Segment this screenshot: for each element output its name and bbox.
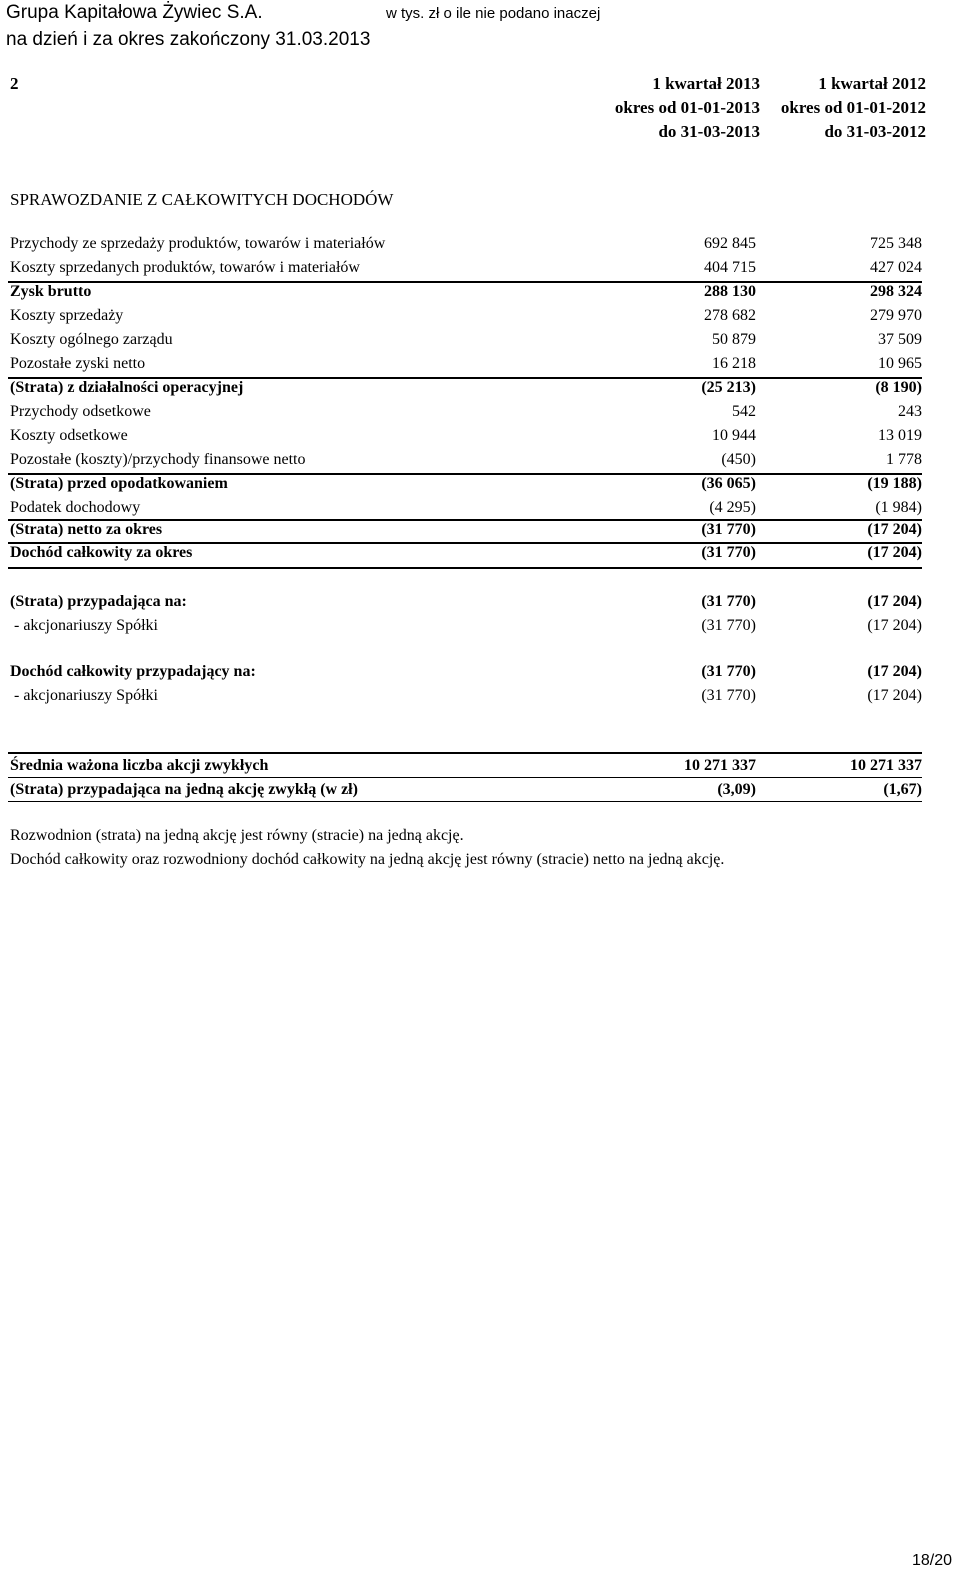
row-label: Koszty odsetkowe	[10, 427, 128, 444]
row-admin-costs	[0, 329, 960, 353]
row-income-attributable	[0, 661, 960, 685]
row-label: - akcjonariuszy Spółki	[10, 617, 158, 634]
value-2013: 542	[732, 403, 756, 420]
column-header-line: okres od 01-01-2013	[614, 98, 760, 117]
row-weighted-shares	[0, 755, 960, 779]
value-2013: 50 879	[712, 331, 756, 348]
row-loss-shareholders	[0, 615, 960, 639]
value-2012: 10 965	[878, 355, 922, 372]
row-interest-income	[0, 401, 960, 425]
row-label: Koszty sprzedanych produktów, towarów i materiałów	[10, 259, 360, 276]
value-2013: (3,09)	[717, 781, 756, 798]
column-header-line: do 31-03-2013	[658, 122, 760, 141]
row-cost-of-sales	[0, 257, 960, 281]
row-operating-loss	[0, 377, 960, 401]
value-2012: 725 348	[870, 235, 922, 252]
row-interest-costs	[0, 425, 960, 449]
value-2012: 13 019	[878, 427, 922, 444]
value-2013: 10 944	[712, 427, 756, 444]
statement-title: SPRAWOZDANIE Z CAŁKOWITYCH DOCHODÓW	[10, 190, 394, 209]
row-loss-before-tax	[0, 473, 960, 497]
value-2013: 692 845	[704, 235, 756, 252]
value-2012: 279 970	[870, 307, 922, 324]
row-loss-attributable	[0, 591, 960, 615]
value-2012: 298 324	[870, 283, 922, 300]
unit-note: w tys. zł o ile nie podano inaczej	[386, 5, 601, 22]
row-label: Dochód całkowity za okres	[10, 544, 193, 561]
row-income-shareholders	[0, 685, 960, 709]
row-label: (Strata) przed opodatkowaniem	[10, 475, 228, 492]
row-label: Pozostałe (koszty)/przychody finansowe netto	[10, 451, 306, 468]
value-2013: (31 770)	[701, 687, 756, 704]
note-diluted-income: Dochód całkowity oraz rozwodniony dochód całkowity na jedną akcję jest równy (stracie) netto na jedną akcję.	[10, 851, 725, 868]
row-label: Dochód całkowity przypadający na:	[10, 663, 256, 680]
page-number: 18/20	[911, 1552, 952, 1569]
row-label: (Strata) przypadająca na:	[10, 593, 187, 610]
value-2013: (31 770)	[701, 663, 756, 680]
row-label: Przychody ze sprzedaży produktów, towarów i materiałów	[10, 235, 386, 252]
column-header-2012	[726, 72, 926, 144]
row-label: (Strata) netto za okres	[10, 521, 163, 538]
column-header-line: okres od 01-01-2012	[780, 98, 926, 117]
row-label: Pozostałe zyski netto	[10, 355, 146, 372]
divider	[8, 801, 922, 802]
value-2013: 288 130	[704, 283, 756, 300]
value-2013: 10 271 337	[684, 757, 756, 774]
row-income-tax	[0, 497, 960, 521]
row-other-financial	[0, 449, 960, 473]
divider	[8, 777, 922, 778]
value-2012: (17 204)	[867, 687, 922, 704]
column-header-line: 1 kwartał 2012	[818, 74, 926, 93]
value-2013: (31 770)	[701, 544, 756, 561]
row-label: Średnia ważona liczba akcji zwykłych	[10, 757, 269, 774]
row-revenue	[0, 233, 960, 257]
value-2012: (17 204)	[867, 663, 922, 680]
column-header-line: do 31-03-2012	[824, 122, 926, 141]
value-2012: 37 509	[878, 331, 922, 348]
report-date: na dzień i za okres zakończony 31.03.2013	[6, 29, 371, 50]
value-2012: 427 024	[870, 259, 922, 276]
value-2012: (17 204)	[867, 544, 922, 561]
value-2013: 278 682	[704, 307, 756, 324]
value-2012: (17 204)	[867, 521, 922, 538]
value-2013: (25 213)	[701, 379, 756, 396]
company-name: Grupa Kapitałowa Żywiec S.A.	[6, 2, 263, 23]
column-header-line: 1 kwartał 2013	[652, 74, 760, 93]
value-2013: (31 770)	[701, 521, 756, 538]
row-label: Podatek dochodowy	[10, 499, 141, 516]
row-selling-costs	[0, 305, 960, 329]
divider	[8, 567, 922, 569]
value-2012: (17 204)	[867, 593, 922, 610]
value-2013: (4 295)	[709, 499, 756, 516]
value-2012: 1 778	[886, 451, 922, 468]
row-label: - akcjonariuszy Spółki	[10, 687, 158, 704]
note-diluted-loss: Rozwodnion (strata) na jedną akcję jest równy (stracie) na jedną akcję.	[10, 827, 464, 844]
value-2012: (1 984)	[875, 499, 922, 516]
value-2013: (31 770)	[701, 593, 756, 610]
row-net-loss	[0, 519, 960, 543]
value-2013: 16 218	[712, 355, 756, 372]
row-label: Przychody odsetkowe	[10, 403, 151, 420]
row-label: Zysk brutto	[10, 283, 92, 300]
row-loss-per-share	[0, 779, 960, 803]
value-2012: (19 188)	[867, 475, 922, 492]
value-2012: (1,67)	[883, 781, 922, 798]
row-label: Koszty ogólnego zarządu	[10, 331, 173, 348]
value-2012: (8 190)	[875, 379, 922, 396]
value-2012: 10 271 337	[850, 757, 922, 774]
value-2013: (36 065)	[701, 475, 756, 492]
row-total-comprehensive-income	[0, 542, 960, 566]
row-label: Koszty sprzedaży	[10, 307, 124, 324]
value-2013: 404 715	[704, 259, 756, 276]
note-number: 2	[10, 74, 19, 93]
value-2013: (450)	[721, 451, 756, 468]
value-2013: (31 770)	[701, 617, 756, 634]
row-label: (Strata) przypadająca na jedną akcję zwykłą (w zł)	[10, 781, 358, 798]
row-gross-profit	[0, 281, 960, 305]
divider	[8, 752, 922, 754]
row-other-gains	[0, 353, 960, 377]
row-label: (Strata) z działalności operacyjnej	[10, 379, 244, 396]
value-2012: (17 204)	[867, 617, 922, 634]
value-2012: 243	[898, 403, 922, 420]
